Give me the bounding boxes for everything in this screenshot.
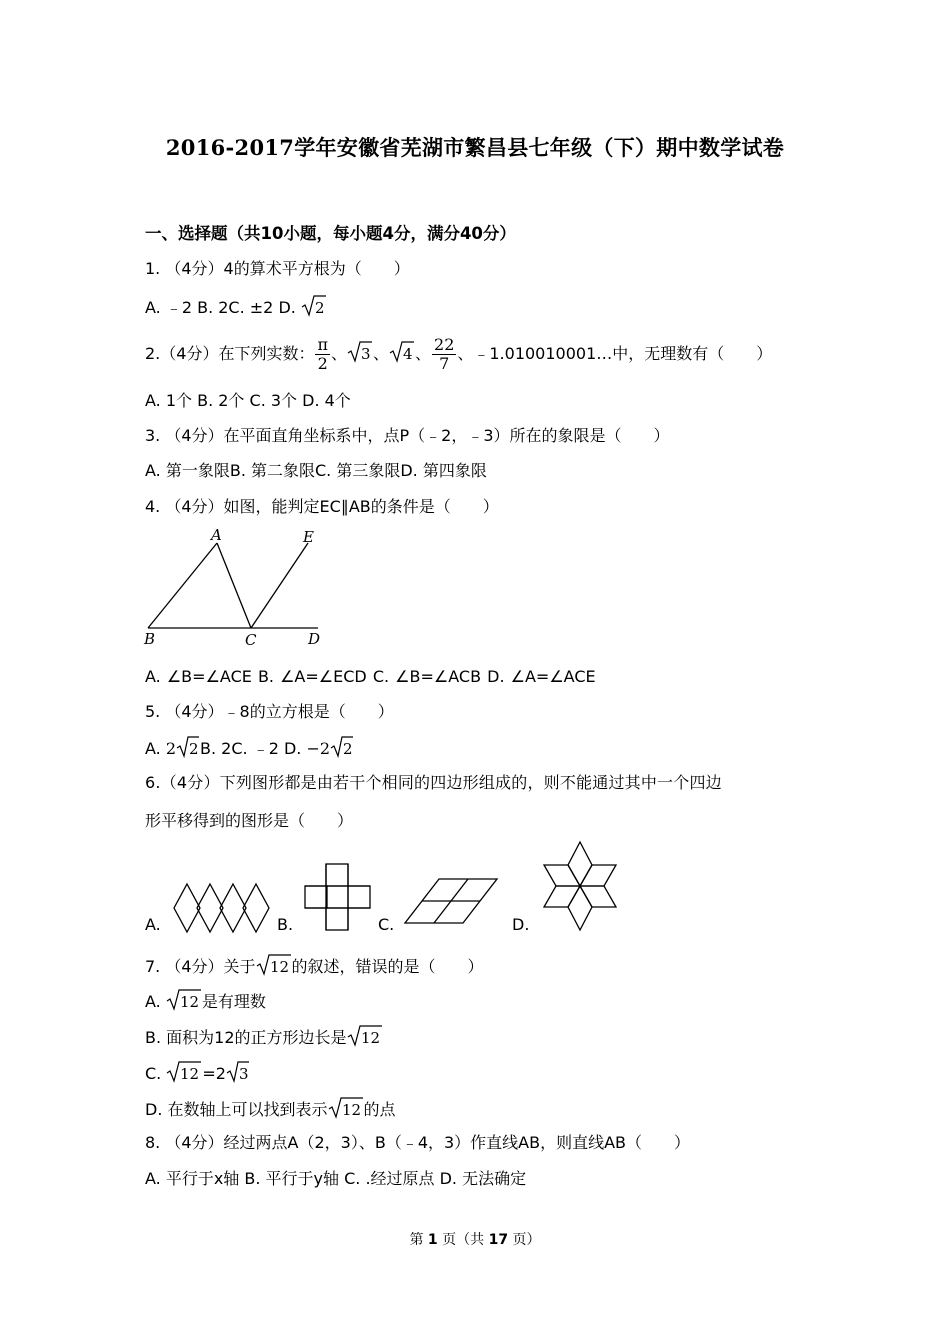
sqrt-2-radicand: 2 [314, 299, 325, 317]
option-a-label: A. [145, 739, 166, 758]
page-footer [0, 1229, 950, 1249]
six-point-star-figure [539, 840, 621, 932]
option-a-coefficient: 2 [165, 739, 177, 758]
sqrt-12-radicand: 12 [179, 993, 199, 1011]
question-6-stem-line2: 形平移得到的图形是（ ） [145, 811, 354, 830]
option-c-middle: =2 [202, 1064, 226, 1083]
option-b-prefix: B. 面积为12的正方形边长是 [145, 1028, 347, 1047]
option-a-suffix: 是有理数 [201, 992, 266, 1011]
page-title: 2016-2017学年安徽省芜湖市繁昌县七年级（下）期中数学试卷 [165, 135, 785, 160]
option-d-coefficient: −2 [306, 739, 331, 758]
sqrt-12 [166, 1060, 202, 1084]
question-2-stem [145, 336, 772, 373]
question-7-option-c [145, 1060, 250, 1085]
separator: 、 [415, 344, 432, 363]
sqrt-12 [347, 1024, 383, 1048]
fraction-denominator: 2 [317, 354, 328, 373]
question-7-suffix: 的叙述，错误的是（ ） [291, 957, 484, 976]
sqrt-3 [347, 340, 373, 364]
question-7-prefix: 7. （4分）关于 [145, 957, 256, 976]
option-bcd-text: B. 2C. ﹣2 D. [200, 739, 307, 758]
rhombus-tiling-figure [403, 877, 499, 925]
option-b-label: B. [277, 915, 294, 934]
point-label-d: D [308, 630, 321, 648]
option-d-suffix: 的点 [363, 1100, 396, 1119]
question-4-stem: 4. （4分）如图，能判定EC∥AB的条件是（ ） [145, 497, 499, 516]
option-c-label: C. [378, 915, 395, 934]
zigzag-rhombus-figure [172, 882, 274, 934]
question-3-options: A. 第一象限B. 第二象限C. 第三象限D. 第四象限 [145, 461, 487, 480]
question-7-option-b [145, 1024, 383, 1049]
sqrt-3 [226, 1060, 250, 1084]
question-2-prefix: 2.（4分）在下列实数： [145, 344, 315, 363]
sqrt-12 [328, 1096, 364, 1120]
sqrt-12-radicand: 12 [180, 1065, 200, 1083]
option-c-prefix: C. [145, 1064, 167, 1083]
point-label-e: E [303, 528, 314, 546]
option-d-prefix: D. 在数轴上可以找到表示 [145, 1100, 328, 1119]
sqrt-12-radicand: 12 [269, 958, 289, 976]
parallel-lines-figure [140, 527, 330, 649]
square-grid-figure [303, 862, 375, 934]
fraction-22-over-7 [432, 336, 456, 373]
question-6-stem-line1: 6.（4分）下列图形都是由若干个相同的四边形组成的，则不能通过其中一个四边 [145, 773, 722, 792]
footer-suffix: 页） [508, 1232, 541, 1248]
sqrt-2 [176, 735, 200, 759]
sqrt-3-radicand: 3 [238, 1065, 249, 1083]
question-2-suffix: 、﹣1.010010001…中，无理数有（ ） [457, 344, 773, 363]
point-label-c: C [245, 631, 257, 649]
separator: 、 [372, 344, 389, 363]
footer-middle: 页（共 [437, 1232, 489, 1248]
option-d-label: D. [512, 915, 530, 934]
question-5-stem: 5. （4分）﹣8的立方根是（ ） [145, 702, 394, 721]
point-label-a: A [211, 527, 222, 544]
sqrt-12-radicand: 12 [341, 1101, 361, 1119]
sqrt-radicand: 2 [189, 740, 199, 758]
option-a-label: A. [145, 915, 161, 934]
sqrt-12 [166, 988, 202, 1012]
question-7-option-d [145, 1096, 396, 1121]
fraction-denominator: 7 [439, 354, 450, 373]
question-8-stem: 8. （4分）经过两点A（2，3）、B（﹣4，3）作直线AB，则直线AB（ ） [145, 1133, 691, 1152]
question-2-options: A. 1个 B. 2个 C. 3个 D. 4个 [145, 391, 351, 410]
fraction-numerator: π [317, 335, 328, 354]
sqrt-12 [256, 953, 292, 977]
sqrt-2 [301, 294, 327, 318]
option-a-prefix: A. [145, 992, 166, 1011]
section-heading: 一、选择题（共10小题，每小题4分，满分40分） [145, 224, 516, 243]
footer-prefix: 第 [409, 1232, 428, 1248]
question-3-stem: 3. （4分）在平面直角坐标系中，点P（﹣2，﹣3）所在的象限是（ ） [145, 426, 670, 445]
sqrt-2 [330, 735, 354, 759]
question-7-stem [145, 953, 484, 978]
question-8-options: A. 平行于x轴 B. 平行于y轴 C. .经过原点 D. 无法确定 [145, 1169, 527, 1188]
question-1-options-text: A. ﹣2 B. 2C. ±2 D. [145, 298, 301, 317]
question-5-options [145, 735, 354, 760]
sqrt-12-radicand: 12 [360, 1029, 380, 1047]
sqrt-4-radicand: 4 [403, 345, 413, 363]
sqrt-3-radicand: 3 [360, 345, 371, 363]
footer-page-number: 1 [427, 1232, 438, 1248]
sqrt-radicand: 2 [343, 740, 353, 758]
fraction-pi-over-2 [315, 336, 330, 373]
question-4-options: A. ∠B=∠ACE B. ∠A=∠ECD C. ∠B=∠ACB D. ∠A=∠ACE [145, 667, 596, 686]
question-7-option-a [145, 988, 266, 1013]
sqrt-4 [389, 340, 415, 364]
point-label-b: B [144, 630, 156, 648]
separator: 、 [330, 344, 347, 363]
fraction-numerator: 22 [434, 335, 455, 354]
footer-total-pages: 17 [488, 1232, 509, 1248]
question-1-options [145, 294, 327, 319]
question-1-stem: 1. （4分）4的算术平方根为（ ） [145, 259, 410, 278]
